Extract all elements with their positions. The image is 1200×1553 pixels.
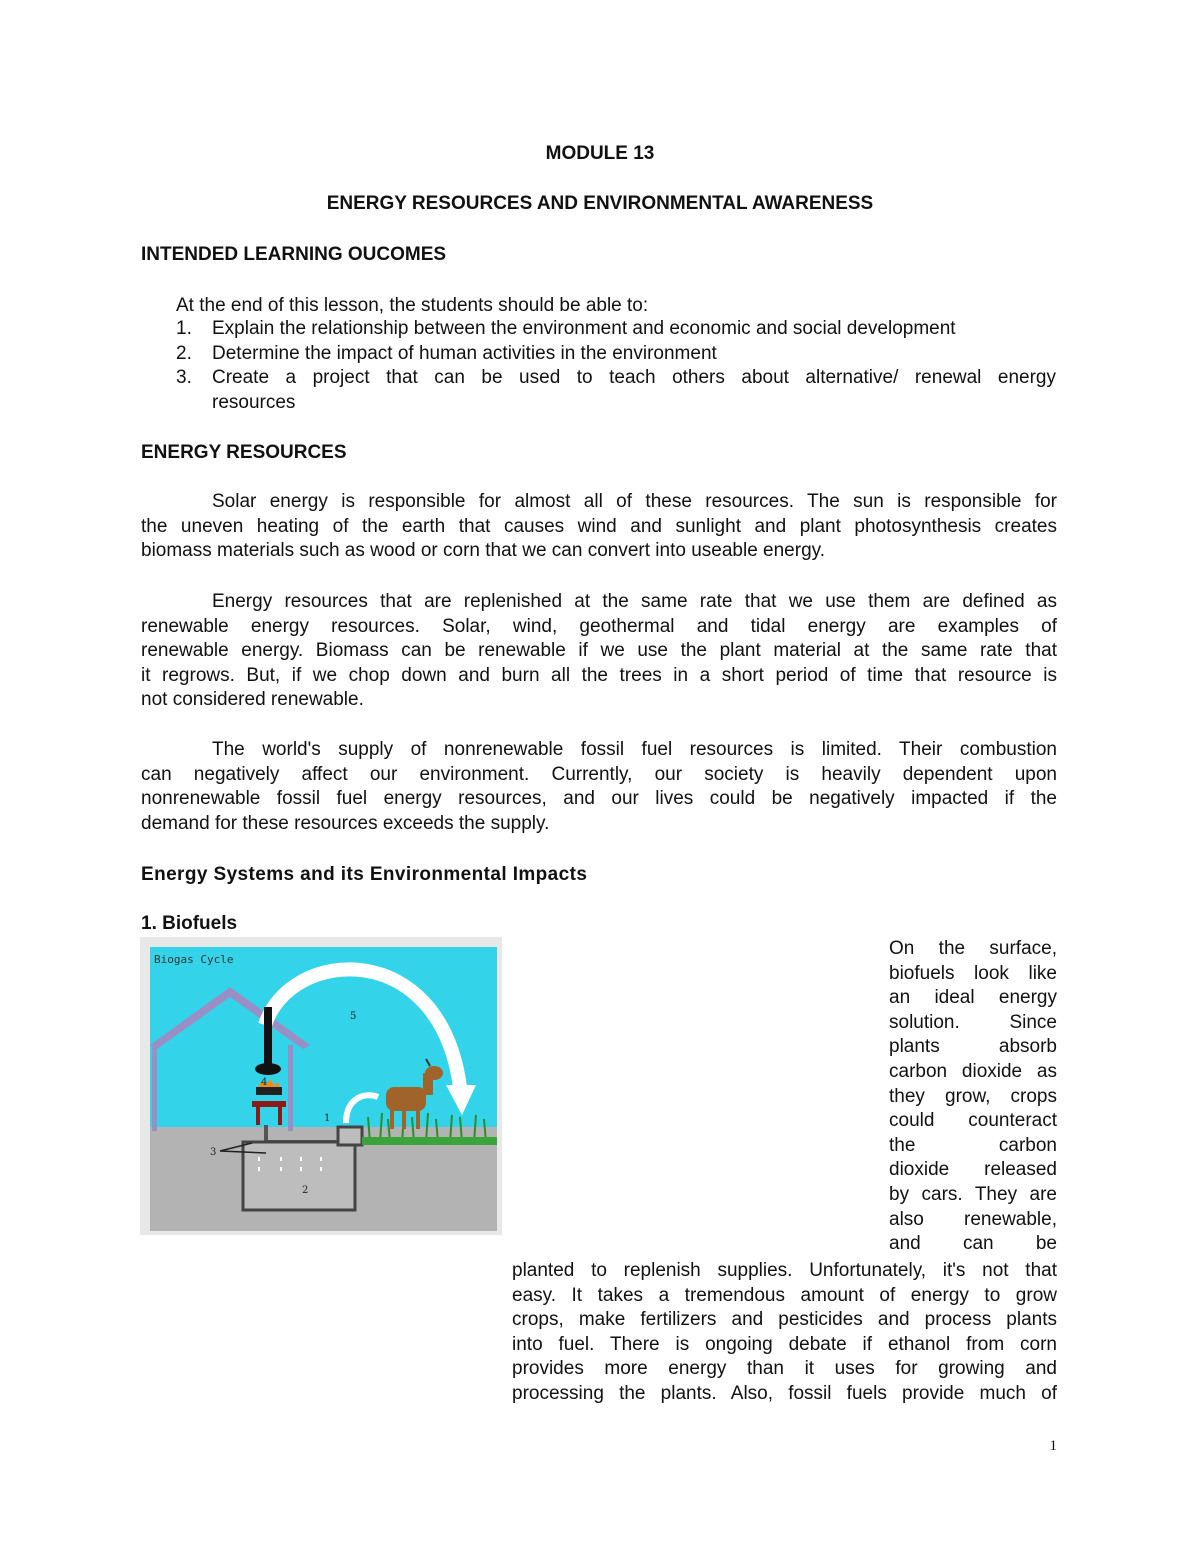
- figure-label: 5: [350, 1011, 357, 1022]
- ilo-item-text-line: Create a project that can be used to teach others about alternative/ renewal energy: [212, 367, 1056, 389]
- paragraph-line: renewable energy. Biomass can be renewable if we use the plant material at the same rate that: [141, 640, 1057, 662]
- house-wall: [288, 1045, 293, 1131]
- ilo-list: [176, 317, 1056, 415]
- module-subtitle: ENERGY RESOURCES AND ENVIRONMENTAL AWARENESS: [326, 193, 874, 214]
- figure-label: 2: [302, 1185, 309, 1196]
- inlet: [338, 1127, 362, 1145]
- lower-line: crops, make fertilizers and pesticides and process plants: [512, 1309, 1057, 1331]
- side-line: carbon dioxide as: [889, 1060, 1057, 1082]
- lower-line: easy. It takes a tremendous amount of energy to grow: [512, 1284, 1057, 1306]
- paragraph-line: not considered renewable.: [141, 689, 364, 711]
- ilo-item-number: 2.: [176, 342, 192, 364]
- side-line: also renewable,: [889, 1208, 1057, 1230]
- ilo-heading: INTENDED LEARNING OUCOMES: [141, 244, 447, 265]
- stove-pipe: [264, 1007, 272, 1067]
- ilo-item-2: [176, 342, 1056, 367]
- figure-caption: Biogas Cycle: [154, 953, 234, 966]
- side-line: plants absorb: [889, 1036, 1057, 1058]
- module-title: MODULE 13: [545, 143, 655, 164]
- paragraph-solar: [141, 490, 1057, 564]
- ilo-item-text-line: resources: [212, 391, 296, 413]
- paragraph-line: The world's supply of nonrenewable fossil fuel resources is limited. Their combustion: [212, 739, 1057, 760]
- stove-hood: [255, 1063, 281, 1075]
- lower-line: processing the plants. Also, fossil fuels provide much of: [512, 1382, 1057, 1404]
- paragraph-line: Solar energy is responsible for almost all of these resources. The sun is responsible for: [212, 491, 1057, 512]
- house-wall: [152, 1045, 157, 1131]
- lower-line: into fuel. There is ongoing debate if ethanol from corn: [512, 1333, 1057, 1355]
- biofuels-lower-text: [512, 1259, 1057, 1407]
- figure-label: 4: [261, 1077, 268, 1088]
- paragraph-line: can negatively affect our environment. Currently, our society is heavily dependent upon: [141, 763, 1057, 785]
- paragraph-line: the uneven heating of the earth that causes wind and sunlight and plant photosynthesis creates: [141, 515, 1057, 537]
- ilo-item-text: Explain the relationship between the environment and economic and social development: [212, 318, 956, 339]
- ilo-item-text: Determine the impact of human activities in the environment: [212, 342, 717, 364]
- paragraph-renewable: [141, 590, 1057, 713]
- ilo-intro: At the end of this lesson, the students should be able to:: [176, 295, 649, 316]
- lower-line: planted to replenish supplies. Unfortunately, it's not that: [512, 1260, 1057, 1281]
- side-line: could counteract: [889, 1110, 1057, 1132]
- paragraph-line: Energy resources that are replenished at the same rate that we use them are defined as: [212, 591, 1057, 612]
- biofuels-side-text: [889, 937, 1057, 1257]
- figure-label: 3: [210, 1147, 217, 1158]
- paragraph-line: demand for these resources exceeds the supply.: [141, 812, 550, 834]
- lower-line: provides more energy than it uses for growing and: [512, 1358, 1057, 1380]
- ilo-item-number: 1.: [176, 318, 192, 339]
- side-line: by cars. They are: [889, 1183, 1057, 1205]
- side-line: biofuels look like: [889, 962, 1057, 984]
- side-line: solution. Since: [889, 1011, 1057, 1033]
- figure-label: 1: [324, 1113, 331, 1124]
- ilo-item-number: 3.: [176, 367, 192, 389]
- biogas-cycle-figure: [140, 937, 502, 1235]
- paragraph-line: renewable energy resources. Solar, wind, geothermal and tidal energy are examples of: [141, 615, 1057, 637]
- grass-base: [362, 1137, 497, 1145]
- paragraph-line: biomass materials such as wood or corn that we can convert into useable energy.: [141, 540, 825, 562]
- energy-resources-heading: ENERGY RESOURCES: [141, 442, 347, 463]
- biofuels-heading: 1. Biofuels: [141, 913, 238, 934]
- page-number: 1: [1049, 1438, 1057, 1454]
- energy-systems-heading: Energy Systems and its Environmental Impacts: [141, 864, 588, 885]
- side-line: On the surface,: [889, 938, 1057, 959]
- side-line: the carbon: [889, 1134, 1057, 1156]
- side-line: they grow, crops: [889, 1085, 1057, 1107]
- ilo-item-3: [176, 366, 1056, 415]
- table-leg: [256, 1107, 260, 1125]
- paragraph-line: it regrows. But, if we chop down and burn all the trees in a short period of time that resource is: [141, 664, 1057, 686]
- side-line: and can be: [889, 1233, 1057, 1255]
- table-leg: [278, 1107, 282, 1125]
- side-line: an ideal energy: [889, 987, 1057, 1009]
- paragraph-nonrenewable: [141, 738, 1057, 836]
- stove-table: [252, 1101, 286, 1107]
- side-line: dioxide released: [889, 1159, 1057, 1181]
- burner: [256, 1087, 282, 1095]
- ilo-item-1: [176, 317, 1056, 342]
- paragraph-line: nonrenewable fossil fuel energy resources, and our lives could be negatively impacted if the: [141, 788, 1057, 810]
